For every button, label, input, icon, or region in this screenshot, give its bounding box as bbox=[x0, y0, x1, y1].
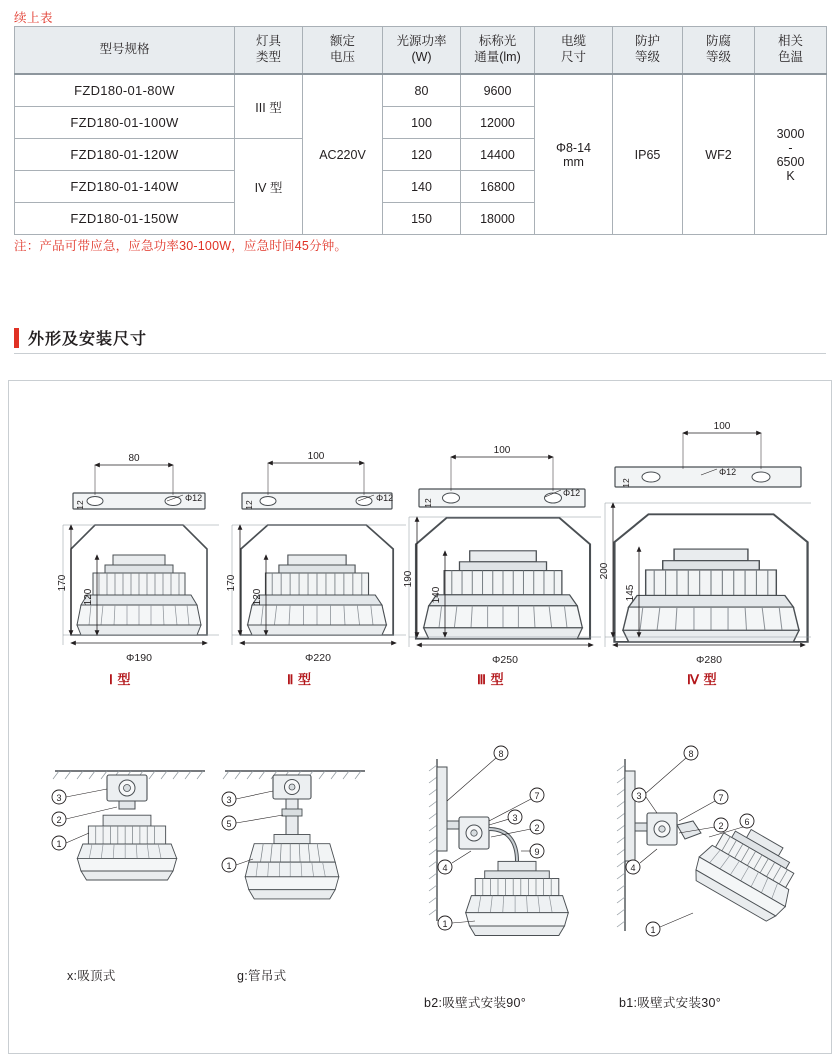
svg-text:8: 8 bbox=[498, 749, 504, 759]
cell-ip: IP65 bbox=[613, 74, 683, 235]
cell-lumen: 12000 bbox=[461, 107, 535, 139]
figure-mount-pipe bbox=[222, 771, 365, 899]
header-lumen-line2: 通量(lm) bbox=[474, 50, 521, 64]
cell-type-3: III 型 bbox=[235, 74, 303, 139]
svg-text:190: 190 bbox=[403, 570, 414, 588]
svg-text:Φ190: Φ190 bbox=[126, 652, 152, 664]
svg-text:12: 12 bbox=[244, 500, 254, 510]
header-ip bbox=[613, 27, 683, 75]
svg-text:12: 12 bbox=[75, 500, 85, 510]
table-header-row bbox=[15, 27, 827, 75]
cell-lumen: 14400 bbox=[461, 139, 535, 171]
cell-voltage: AC220V bbox=[303, 74, 383, 235]
svg-text:100: 100 bbox=[493, 445, 511, 456]
svg-text:2: 2 bbox=[56, 815, 62, 825]
caption-mount-wall-90: b2:吸壁式安装90° bbox=[424, 996, 527, 1010]
drawings-panel bbox=[8, 380, 832, 1054]
svg-text:Φ280: Φ280 bbox=[696, 654, 722, 666]
svg-text:12: 12 bbox=[621, 478, 631, 488]
header-ip-line2: 等级 bbox=[634, 50, 660, 64]
cell-cable bbox=[535, 74, 613, 235]
header-voltage-line2: 电压 bbox=[329, 50, 355, 64]
cell-cct-line2: - bbox=[788, 140, 793, 155]
cell-cable-line1: Φ8-14 bbox=[556, 140, 591, 155]
header-type-line2: 类型 bbox=[255, 50, 281, 64]
specification-table-wrapper bbox=[14, 26, 826, 235]
svg-text:100: 100 bbox=[307, 451, 325, 462]
header-voltage-line1: 额定 bbox=[329, 34, 355, 49]
caption-type-3: Ⅲ 型 bbox=[477, 672, 505, 687]
svg-text:120: 120 bbox=[83, 588, 94, 606]
caption-mount-wall-30: b1:吸壁式安装30° bbox=[619, 996, 722, 1010]
svg-text:Φ250: Φ250 bbox=[492, 654, 518, 666]
cell-power: 150 bbox=[383, 203, 461, 235]
caption-type-4: Ⅳ 型 bbox=[687, 672, 718, 687]
cell-cct-line1: 3000 bbox=[776, 126, 805, 141]
cell-corrosion: WF2 bbox=[683, 74, 755, 235]
cell-model: FZD180-01-140W bbox=[15, 171, 235, 203]
cell-cct-line3: 6500 bbox=[776, 154, 805, 169]
header-type bbox=[235, 27, 303, 75]
caption-type-2: Ⅱ 型 bbox=[287, 672, 312, 687]
svg-text:3: 3 bbox=[56, 793, 62, 803]
svg-text:100: 100 bbox=[713, 421, 731, 432]
cell-lumen: 18000 bbox=[461, 203, 535, 235]
figure-type-1 bbox=[57, 453, 219, 664]
svg-text:3: 3 bbox=[226, 795, 232, 805]
header-power-line1: 光源功率 bbox=[396, 34, 447, 49]
cell-cct-line4: K bbox=[786, 168, 795, 183]
svg-text:5: 5 bbox=[226, 819, 232, 829]
section-accent-bar bbox=[14, 328, 19, 348]
svg-text:1: 1 bbox=[56, 839, 62, 849]
cell-lumen: 9600 bbox=[461, 74, 535, 107]
header-power-line2: (W) bbox=[411, 50, 432, 64]
figure-mount-ceiling bbox=[52, 771, 205, 880]
header-cct-line2: 色温 bbox=[777, 50, 803, 64]
svg-text:4: 4 bbox=[442, 863, 448, 873]
svg-text:3: 3 bbox=[636, 791, 642, 801]
svg-text:145: 145 bbox=[625, 584, 636, 602]
header-voltage bbox=[303, 27, 383, 75]
header-ip-line1: 防护 bbox=[634, 34, 660, 49]
figure-mount-wall-90 bbox=[429, 746, 568, 936]
svg-text:2: 2 bbox=[534, 823, 540, 833]
section-title-text: 外形及安装尺寸 bbox=[28, 331, 148, 348]
figure-mount-wall-30 bbox=[617, 746, 810, 936]
drawings-svg bbox=[9, 381, 831, 1053]
header-cct-line1: 相关 bbox=[777, 34, 803, 49]
svg-text:120: 120 bbox=[252, 588, 263, 606]
svg-text:4: 4 bbox=[630, 863, 636, 873]
section-header bbox=[14, 326, 826, 358]
svg-text:Φ12: Φ12 bbox=[563, 488, 581, 498]
header-cable-line2: 尺寸 bbox=[560, 50, 586, 64]
svg-text:6: 6 bbox=[744, 817, 750, 827]
svg-text:9: 9 bbox=[534, 847, 540, 857]
header-cable-line1: 电缆 bbox=[560, 34, 586, 49]
svg-text:200: 200 bbox=[599, 562, 610, 580]
cell-cct bbox=[755, 74, 827, 235]
cell-power: 120 bbox=[383, 139, 461, 171]
svg-text:7: 7 bbox=[718, 793, 724, 803]
svg-text:Φ12: Φ12 bbox=[185, 493, 203, 503]
svg-text:1: 1 bbox=[226, 861, 232, 871]
svg-text:170: 170 bbox=[57, 574, 68, 592]
svg-text:7: 7 bbox=[534, 791, 540, 801]
emergency-note: 注：产品可带应急，应急功率30-100W，应急时间45分钟。 bbox=[14, 239, 348, 253]
cell-model: FZD180-01-150W bbox=[15, 203, 235, 235]
caption-type-1: Ⅰ 型 bbox=[109, 672, 131, 687]
figure-type-2 bbox=[226, 451, 406, 664]
section-divider bbox=[14, 353, 826, 354]
cell-type-4: IV 型 bbox=[235, 139, 303, 235]
svg-text:12: 12 bbox=[423, 498, 433, 508]
figure-type-3 bbox=[403, 445, 601, 666]
cell-lumen: 16800 bbox=[461, 171, 535, 203]
header-corrosion-line2: 等级 bbox=[705, 50, 731, 64]
header-lumen-line1: 标称光 bbox=[478, 34, 517, 49]
header-corrosion bbox=[683, 27, 755, 75]
svg-text:Φ220: Φ220 bbox=[305, 652, 331, 664]
table-row bbox=[15, 74, 827, 107]
svg-text:1: 1 bbox=[442, 919, 448, 929]
continued-table-label: 续上表 bbox=[14, 11, 54, 25]
svg-text:3: 3 bbox=[512, 813, 518, 823]
caption-mount-ceiling: x:吸顶式 bbox=[67, 969, 116, 983]
svg-text:8: 8 bbox=[688, 749, 694, 759]
cell-power: 140 bbox=[383, 171, 461, 203]
header-lumen bbox=[461, 27, 535, 75]
header-cct bbox=[755, 27, 827, 75]
svg-text:Φ12: Φ12 bbox=[376, 493, 394, 503]
svg-text:1: 1 bbox=[650, 925, 656, 935]
cell-power: 100 bbox=[383, 107, 461, 139]
cell-model: FZD180-01-120W bbox=[15, 139, 235, 171]
header-power bbox=[383, 27, 461, 75]
header-type-line1: 灯具 bbox=[255, 34, 281, 49]
specification-table bbox=[14, 26, 827, 235]
svg-text:170: 170 bbox=[226, 574, 237, 592]
svg-text:Φ12: Φ12 bbox=[719, 467, 737, 477]
svg-text:80: 80 bbox=[128, 453, 140, 464]
cell-model: FZD180-01-80W bbox=[15, 74, 235, 107]
header-corrosion-line1: 防腐 bbox=[705, 34, 731, 49]
cell-model: FZD180-01-100W bbox=[15, 107, 235, 139]
caption-mount-pipe: g:管吊式 bbox=[237, 969, 287, 983]
header-cable bbox=[535, 27, 613, 75]
cell-cable-line2: mm bbox=[563, 154, 584, 169]
cell-power: 80 bbox=[383, 74, 461, 107]
svg-text:2: 2 bbox=[718, 821, 724, 831]
figure-type-4 bbox=[599, 421, 811, 666]
header-model: 型号规格 bbox=[15, 27, 235, 75]
svg-text:140: 140 bbox=[431, 586, 442, 604]
